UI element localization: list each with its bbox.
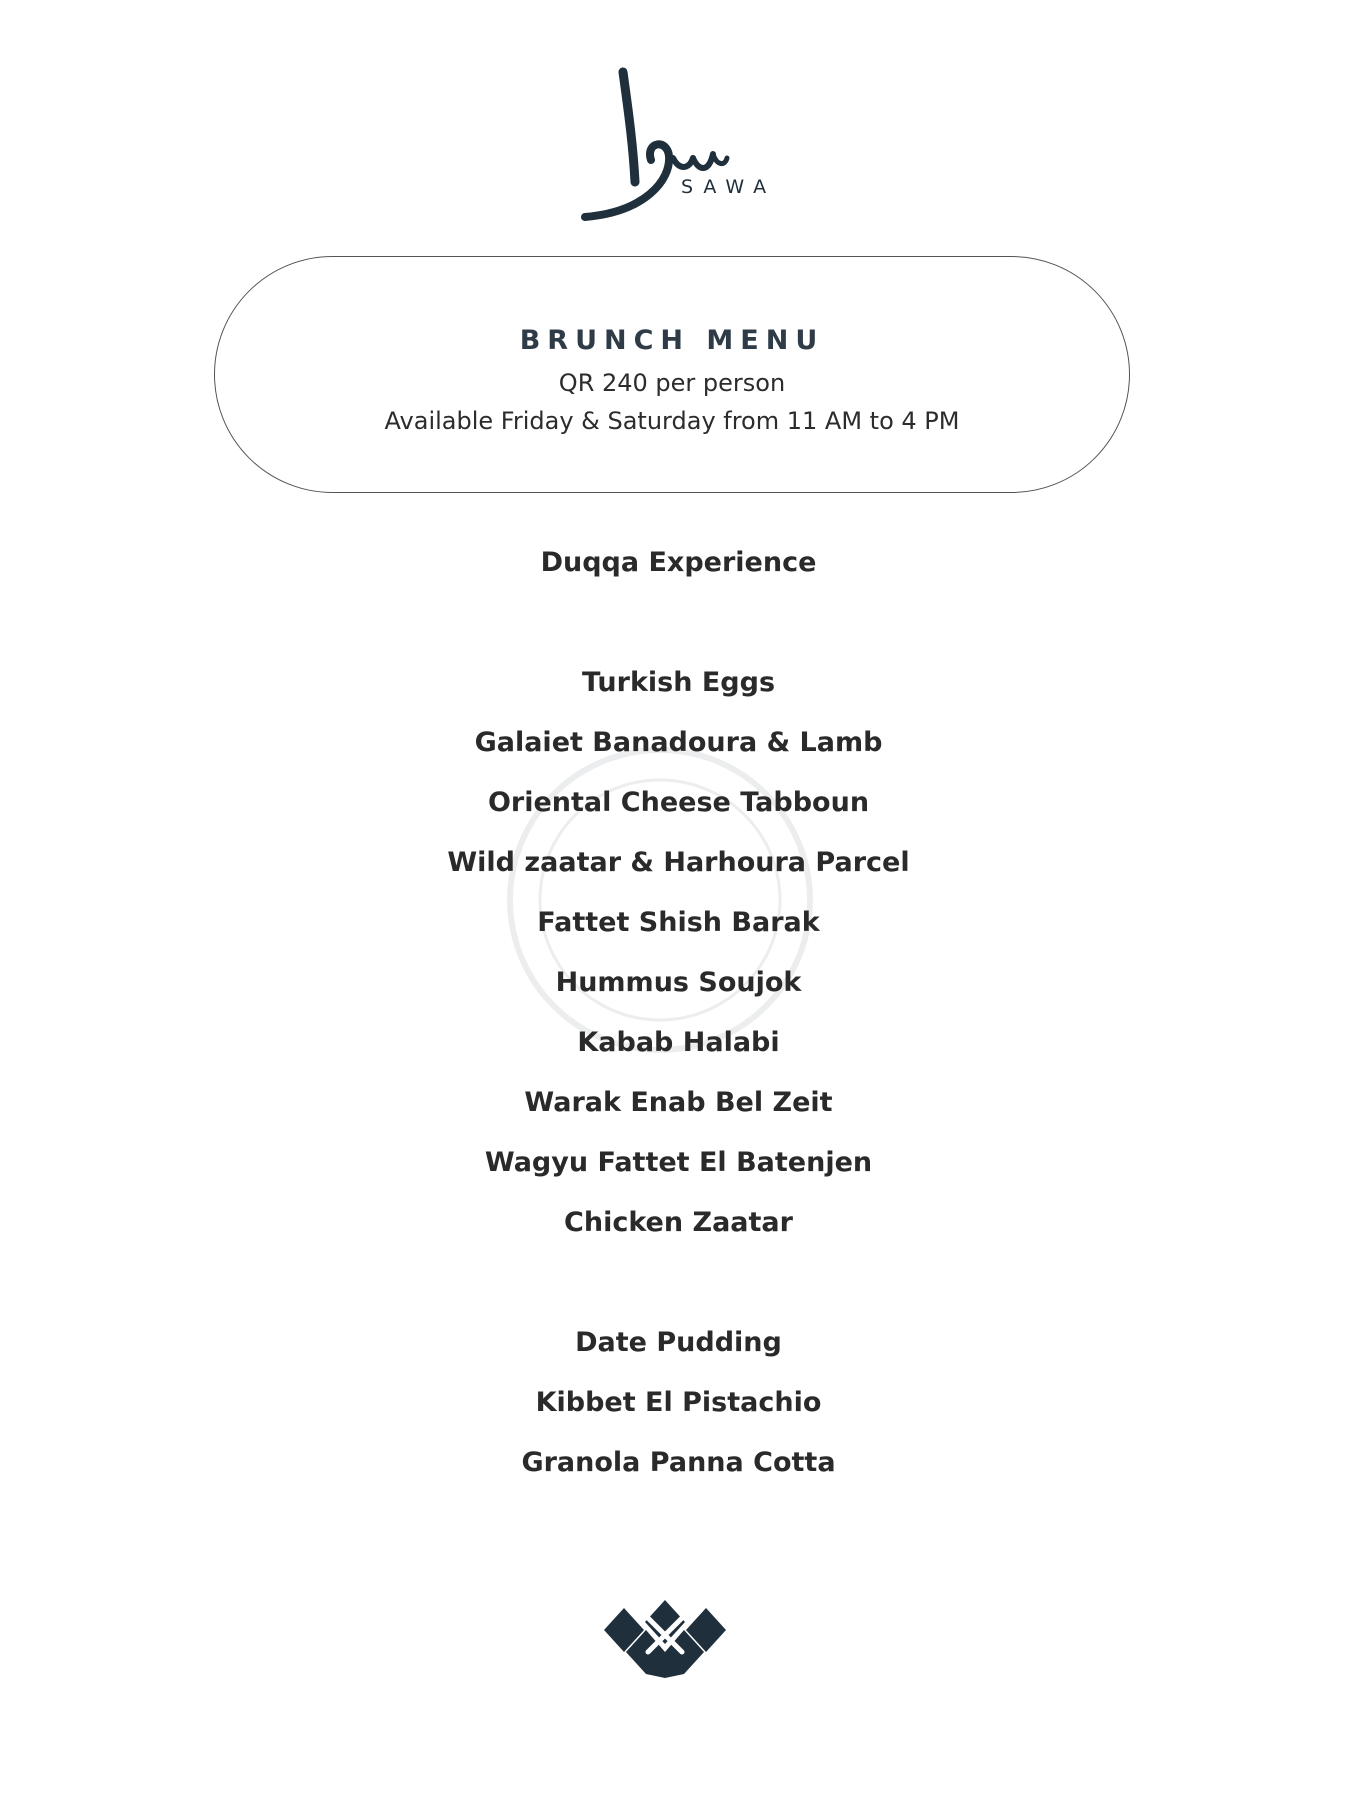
menu-item-main: Galaiet Banadoura & Lamb [474, 727, 883, 758]
arabic-script-logo-icon [575, 62, 745, 222]
watermark-logo-icon [500, 730, 820, 1070]
menu-item-main: Wagyu Fattet El Batenjen [484, 1147, 873, 1178]
menu-item-main: Turkish Eggs [581, 667, 776, 698]
menu-header-pill [214, 256, 1130, 493]
menu-title: BRUNCH MENU [519, 325, 825, 356]
menu-item-main: Chicken Zaatar [564, 1207, 793, 1238]
brand-wordmark: SAWA [681, 176, 777, 198]
menu-item-dessert: Kibbet El Pistachio [535, 1387, 822, 1418]
menu-item-dessert: Date Pudding [575, 1327, 782, 1358]
menu-item-main: Wild zaatar & Harhoura Parcel [447, 847, 910, 878]
availability-text: Available Friday & Saturday from 11 AM to 4 PM [384, 407, 960, 435]
price-text: QR 240 per person [558, 369, 786, 397]
menu-item-main: Warak Enab Bel Zeit [524, 1087, 833, 1118]
menu-item-main: Kabab Halabi [577, 1027, 780, 1058]
menu-item-main: Fattet Shish Barak [537, 907, 820, 938]
sawa-logo [575, 62, 790, 222]
menu-item-main: Hummus Soujok [555, 967, 802, 998]
menu-item-starter: Duqqa Experience [540, 547, 817, 578]
menu-item-main: Oriental Cheese Tabboun [487, 787, 870, 818]
menu-item-dessert: Granola Panna Cotta [521, 1447, 836, 1478]
footer-emblem-icon [604, 1600, 726, 1678]
